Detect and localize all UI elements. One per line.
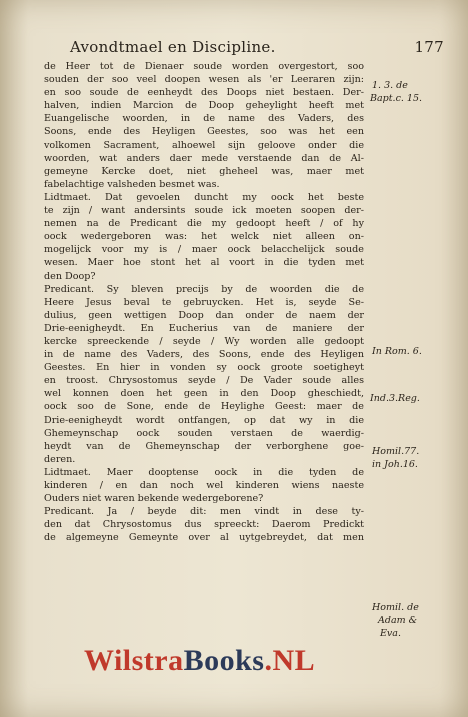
text-line: den Doop? [44,270,96,282]
margin-note: Eva. [380,628,401,639]
margin-note: Homil.77. [372,446,420,457]
text-line: woorden, wat anders daer mede verstaende dan de Al- [44,152,364,164]
text-line: en troost. Chrysostomus seyde / De Vader soude alles [44,375,364,387]
text-line: in de name des Vaders, des Soons, ende des Heyligen [44,349,364,361]
body-text [44,60,364,544]
text-line: halven, indien Marcion de Doop geheylight heeft met [44,100,364,112]
margin-note: in Joh.16. [372,459,418,470]
text-line: Drie-eenigheydt wordt ontfangen, op dat wy in die [44,414,364,426]
running-header [70,38,444,56]
margin-note: Adam & [378,615,418,626]
margin-note: In Rom. 6. [372,346,422,357]
text-line: wesen. Maer hoe stont het al voort in die tyden met [44,257,364,269]
text-line: te zijn / want andersints soude ick moeten soopen der- [44,205,364,217]
text-line: fabelachtige valsheden besmet was. [44,178,220,190]
text-line: de algemeyne Gemeynte over al uytgebreydet, dat men [44,532,364,544]
header-title: Avondtmael en Discipline. [70,38,276,56]
text-line: wel konnen doen het geen in den Doop gheschiedt, [44,388,364,400]
text-line: dulius, geen wettigen Doop dan onder de naem der [44,309,364,321]
text-line: Drie-eenigheydt. En Eucherius van de maniere der [44,322,364,334]
page-number: 177 [414,38,444,56]
text-line: heydt van de Ghemeynschap der verborghene goe- [44,440,364,452]
text-line: Ouders niet waren bekende wedergeborene? [44,493,264,505]
text-line: Soons, ende des Heyligen Geestes, soo was het een [44,126,364,138]
text-line: kercke spreeckende / seyde / Wy worden alle gedoopt [44,335,364,347]
text-line: Euangelische woorden, in de name des Vaders, des [44,113,364,125]
margin-note: Ind.3.Reg. [370,393,420,404]
margin-note: Homil. de [372,602,419,613]
text-line: souden der soo veel doopen wesen als 'er Leeraren zijn: [44,74,364,86]
text-line: Predicant. Sy bleven precijs by de woorden die de [44,283,364,295]
text-line: den dat Chrysostomus dus spreeckt: Daerom Predickt [44,519,364,531]
margin-note: 1. 3. de [372,80,408,91]
text-line: volkomen Sacrament, alhoewel sijn geloove onder die [44,139,364,151]
watermark: WilstraBooks.NL [84,644,316,677]
text-line: kinderen / en dan noch wel kinderen wiens naeste [44,480,364,491]
text-line: deren. [44,453,76,465]
text-line: nemen na de Predicant die my gedoopt heeft / of hy [44,218,364,230]
text-line: oock wedergeboren was: het welck niet alleen on- [44,231,364,243]
text-line: Lidtmaet. Dat gevoelen duncht my oock het beste [44,191,364,203]
text-line: en soo soude de eenheydt des Doops niet bestaen. Der- [44,87,364,99]
text-line: de Heer tot de Dienaer soude worden overgestort, soo [44,61,364,72]
text-line: Predicant. Ja / beyde dit: men vindt in dese ty- [44,506,364,518]
text-line: gemeyne Kercke doet, niet gheheel was, maer met [44,165,364,177]
text-line: oock soo de Sone, ende de Heylighe Geest: maer de [44,401,364,413]
text-line: Geestes. En hier in vonden sy oock groote soetigheyt [44,362,364,374]
text-line: mogelijck voor my is / maer oock belacchelijck soude [44,244,364,256]
text-line: Heere Jesus beval te gebruycken. Het is, seyde Se- [44,296,364,308]
margin-note: Bapt.c. 15. [370,93,423,104]
text-line: Lidtmaet. Maer dooptense oock in die tyden de [44,466,364,478]
text-line: Ghemeynschap oock souden verstaen de waerdig- [44,427,364,439]
